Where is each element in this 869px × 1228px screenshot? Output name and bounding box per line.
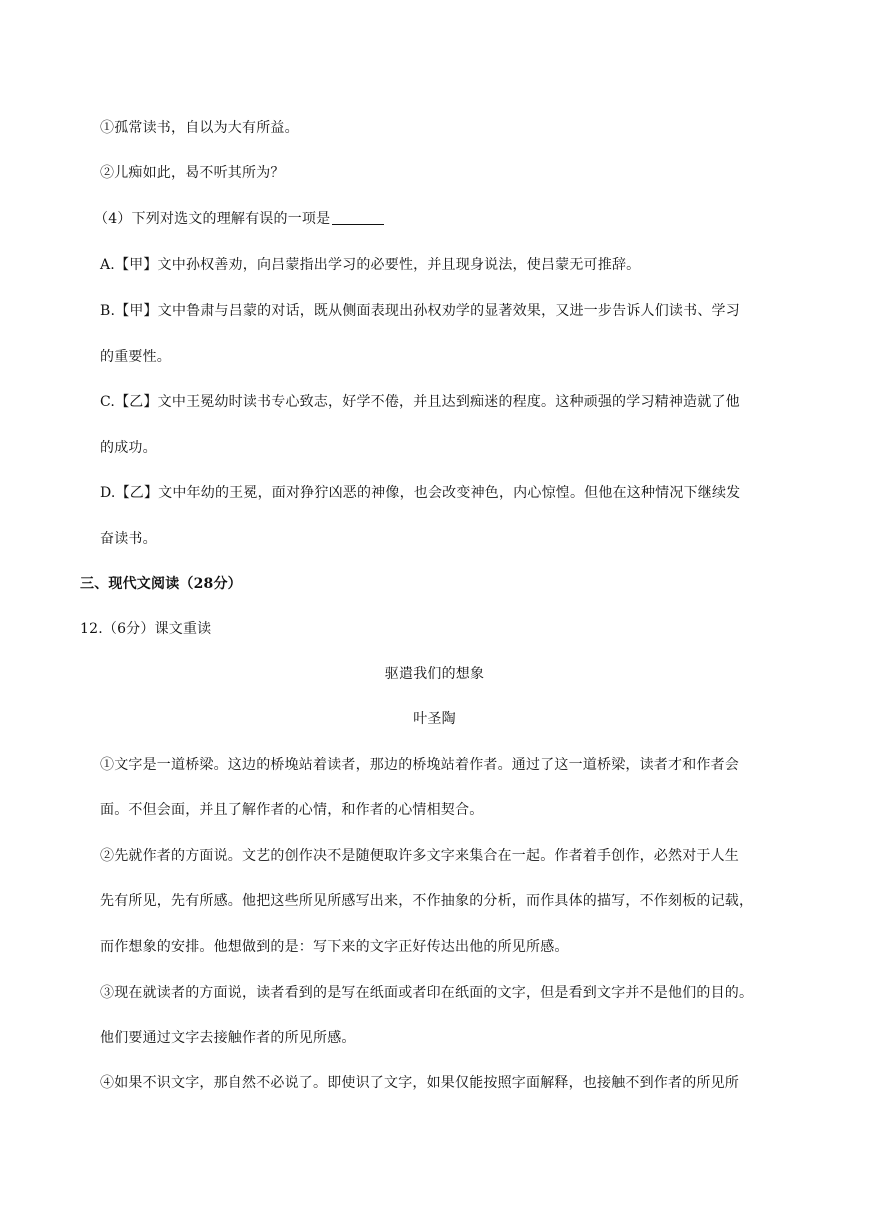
option-c-line-1: C.【乙】文中王冕幼时读书专心致志，好学不倦，并且达到痴迷的程度。这种顽强的学习精神造就了他 xyxy=(100,394,740,410)
sentence-2: ②儿痴如此，曷不听其所为？ xyxy=(100,165,285,181)
option-a: A.【甲】文中孙权善劝，向吕蒙指出学习的必要性，并且现身说法，使吕蒙无可推辞。 xyxy=(100,257,641,273)
option-b-line-2: 的重要性。 xyxy=(100,349,171,365)
sentence-1: ①孤常读书，自以为大有所益。 xyxy=(100,120,299,136)
section-heading: 三、现代文阅读（28分） xyxy=(80,576,242,592)
answer-blank xyxy=(332,210,384,225)
paragraph-3-line-2: 他们要通过文字去接触作者的所见所感。 xyxy=(100,1030,356,1046)
option-c-line-2: 的成功。 xyxy=(100,440,157,456)
article-author: 叶圣陶 xyxy=(413,711,456,727)
option-d-line-2: 奋读书。 xyxy=(100,531,157,547)
paragraph-2-line-1: ②先就作者的方面说。文艺的创作决不是随便取许多文字来集合在一起。作者着手创作，必然对于人生 xyxy=(100,848,739,864)
paragraph-2-line-3: 而作想象的安排。他想做到的是：写下来的文字正好传达出他的所见所感。 xyxy=(100,939,569,955)
paragraph-3-line-1: ③现在就读者的方面说，读者看到的是写在纸面或者印在纸面的文字，但是看到文字并不是他们的目的。 xyxy=(100,985,754,1001)
option-d-line-1: D.【乙】文中年幼的王冕，面对狰狞凶恶的神像，也会改变神色，内心惊惶。但他在这种情况下继续发 xyxy=(100,485,741,501)
article-title: 驱遣我们的想象 xyxy=(384,666,485,682)
paragraph-2-line-2: 先有所见，先有所感。他把这些所见所感写出来，不作抽象的分析，而作具体的描写，不作刻板的记载， xyxy=(100,893,754,909)
paragraph-1-line-1: ①文字是一道桥梁。这边的桥堍站着读者，那边的桥堍站着作者。通过了这一道桥梁，读者才和作者会 xyxy=(100,757,739,773)
question-4-prompt xyxy=(94,210,384,228)
paragraph-1-line-2: 面。不但会面，并且了解作者的心情，和作者的心情相契合。 xyxy=(100,802,484,818)
question-12-heading: 12.（6分）课文重读 xyxy=(80,621,212,637)
paragraph-4-line-1: ④如果不识文字，那自然不必说了。即使识了文字，如果仅能按照字面解释，也接触不到作者的所见所 xyxy=(100,1075,739,1091)
question-4-text: （4）下列对选文的理解有误的一项是 xyxy=(94,211,331,227)
option-b-line-1: B.【甲】文中鲁肃与吕蒙的对话，既从侧面表现出孙权劝学的显著效果，又进一步告诉人们读书、学习 xyxy=(100,303,740,319)
